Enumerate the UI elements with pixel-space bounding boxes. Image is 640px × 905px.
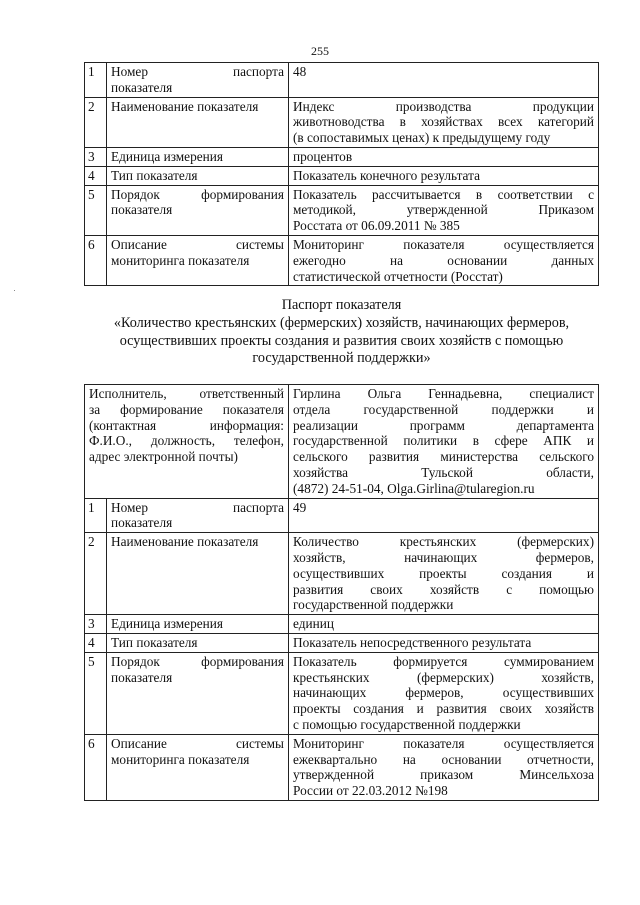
row-value-line: Количество крестьянских (фермерских) [293, 534, 594, 550]
table-row [85, 652, 599, 734]
executor-value-line: сельского развития министерства сельского [293, 449, 594, 465]
row-label-line: Номер паспорта [111, 499, 284, 515]
row-label-line: Единица измерения [111, 616, 223, 632]
table-row [85, 633, 599, 652]
row-label [107, 633, 289, 652]
row-value [289, 734, 599, 800]
row-value [289, 147, 599, 166]
executor-label-line: Исполнитель, ответственный [89, 386, 284, 401]
row-label [107, 166, 289, 185]
row-value-line: Показатель формируется суммированием [293, 653, 594, 669]
row-value-line: Индекс производства продукции [293, 98, 594, 114]
row-value-line: с помощью государственной поддержки [293, 716, 521, 732]
row-value-line: начинающих фермеров, осуществивших [293, 685, 594, 701]
row-value [289, 235, 599, 285]
row-label-line: Порядок формирования [111, 653, 284, 669]
row-value [289, 166, 599, 185]
table-row [85, 533, 599, 615]
row-value-line: хозяйств, начинающих фермеров, [293, 549, 594, 565]
row-label-line: Тип показателя [111, 634, 198, 650]
row-number: 5 [85, 185, 107, 235]
row-value-line: процентов [293, 148, 353, 164]
executor-value-line: (4872) 24-51-04, Olga.Girlina@tularegion.ru [293, 480, 535, 496]
row-value-line: (в сопоставимых ценах) к предыдущему году [293, 130, 551, 146]
executor-label-line: Ф.И.О., должность, телефон, [89, 433, 284, 449]
row-value [289, 633, 599, 652]
row-number: 5 [85, 652, 107, 734]
table-row [85, 615, 599, 634]
passport-title: Паспорт показателя [281, 297, 402, 313]
row-value-line: ежегодно на основании данных [293, 252, 594, 268]
row-label-line: Описание системы [111, 236, 284, 252]
row-value-line: животноводства в хозяйствах всех категорий [293, 114, 594, 130]
passport-heading [84, 297, 599, 368]
row-value [289, 498, 599, 533]
row-number: 1 [85, 63, 107, 98]
row-label-line: показателя [111, 79, 173, 95]
row-label-line: мониторинга показателя [111, 252, 250, 268]
table-row [85, 166, 599, 185]
table-row [85, 97, 599, 147]
scan-mark [14, 290, 15, 291]
executor-label-line: адрес электронной почты) [89, 449, 238, 465]
row-value-line: методикой, утвержденной Приказом [293, 202, 594, 218]
row-label [107, 533, 289, 615]
row-label [107, 235, 289, 285]
row-value [289, 97, 599, 147]
row-value-line: проекты создания и развития своих хозяйств [293, 701, 594, 717]
row-value-line: единиц [293, 616, 334, 632]
row-label-line: показателя [111, 202, 173, 218]
row-value-line: Мониторинг показателя осуществляется [293, 236, 594, 252]
row-label-line: Порядок формирования [111, 186, 284, 202]
executor-label [85, 385, 289, 499]
table-row [85, 63, 599, 98]
executor-label-line: (контактная информация: [89, 417, 284, 433]
executor-label-line: за формирование показателя [89, 401, 284, 417]
executor-value-line: отдела государственной поддержки и [293, 401, 594, 417]
row-label-line: Номер паспорта [111, 64, 284, 79]
table-row [85, 185, 599, 235]
row-number: 3 [85, 615, 107, 634]
executor-row [85, 385, 599, 499]
row-label-line: мониторинга показателя [111, 751, 250, 767]
row-value [289, 533, 599, 615]
row-value-line: 48 [293, 64, 307, 79]
row-label [107, 63, 289, 98]
executor-value-line: Гирлина Ольга Геннадьевна, специалист [293, 386, 594, 401]
passport-table-48 [84, 62, 599, 286]
row-label [107, 734, 289, 800]
row-label [107, 498, 289, 533]
row-value-line: статистической отчетности (Росстат) [293, 268, 503, 284]
table-row [85, 235, 599, 285]
row-label-line: Тип показателя [111, 167, 198, 183]
page-number: 255 [311, 44, 329, 58]
row-value-line: осуществивших проекты создания и [293, 565, 594, 581]
row-number: 6 [85, 734, 107, 800]
row-value-line: развития своих хозяйств с помощью [293, 581, 594, 597]
executor-value-line: государственной политики в сфере АПК и [293, 433, 594, 449]
passport-table-49 [84, 384, 599, 801]
table-row [85, 498, 599, 533]
row-value-line: 49 [293, 499, 307, 515]
row-value [289, 63, 599, 98]
row-number: 4 [85, 166, 107, 185]
row-value-line: Росстата от 06.09.2011 № 385 [293, 218, 460, 234]
table-row [85, 734, 599, 800]
row-value-line: Мониторинг показателя осуществляется [293, 735, 594, 751]
row-label [107, 147, 289, 166]
row-label-line: Единица измерения [111, 148, 223, 164]
row-value-line: государственной поддержки [293, 597, 454, 613]
row-label-line: Описание системы [111, 735, 284, 751]
executor-value-line: хозяйства Тульской области, [293, 464, 594, 480]
row-label [107, 615, 289, 634]
row-label [107, 185, 289, 235]
row-number: 1 [85, 498, 107, 533]
executor-value [289, 385, 599, 499]
row-value-line: ежеквартально на основании отчетности, [293, 751, 594, 767]
row-label [107, 652, 289, 734]
row-value-line: Показатель конечного результата [293, 167, 480, 183]
passport-subtitle-line-2: осуществивших проекты создания и развития своих хозяйств с помощью [119, 332, 564, 349]
row-value [289, 185, 599, 235]
row-label-line: Наименование показателя [111, 534, 259, 550]
row-value-line: Показатель рассчитывается в соответствии с [293, 186, 594, 202]
row-label [107, 97, 289, 147]
row-value [289, 615, 599, 634]
row-number: 3 [85, 147, 107, 166]
row-value-line: крестьянских (фермерских) хозяйств, [293, 669, 594, 685]
row-label-line: показателя [111, 669, 173, 685]
row-value [289, 652, 599, 734]
row-label-line: Наименование показателя [111, 98, 259, 114]
row-number: 2 [85, 533, 107, 615]
row-value-line: России от 22.03.2012 №198 [293, 783, 448, 799]
table-row [85, 147, 599, 166]
executor-value-line: реализации программ департамента [293, 417, 594, 433]
passport-subtitle-line-1: «Количество крестьянских (фермерских) хозяйств, начинающих фермеров, [113, 314, 570, 331]
row-label-line: показателя [111, 515, 173, 531]
row-value-line: утвержденной приказом Минсельхоза [293, 767, 594, 783]
row-number: 6 [85, 235, 107, 285]
row-number: 2 [85, 97, 107, 147]
passport-subtitle-line-3: государственной поддержки» [252, 350, 431, 367]
row-value-line: Показатель непосредственного результата [293, 634, 532, 650]
row-number: 4 [85, 633, 107, 652]
